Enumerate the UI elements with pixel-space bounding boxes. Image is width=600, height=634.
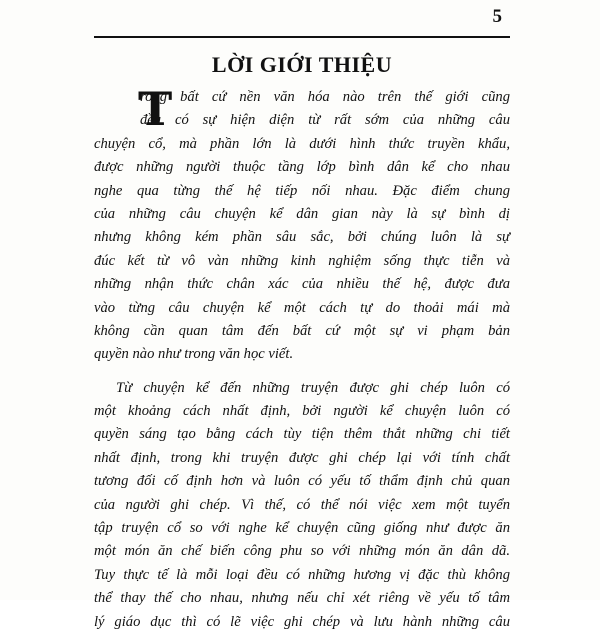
page-number: 5 (492, 6, 502, 27)
text-line: của những câu chuyện kể dân gian này là sự bình dị (94, 205, 510, 222)
text-line: quyền nào như trong văn học viết. (94, 346, 294, 363)
text-line: Tuy thực tế là mỗi loại đều có những hương vị đặc thù không (94, 566, 510, 583)
text-line: rong bất cứ nền văn hóa nào trên thế giới cũng (140, 89, 510, 105)
text-line: không cần quan tâm đến bất cứ một sự vi phạm bản (94, 322, 510, 339)
text-line: thể thay thế cho nhau, nhưng nếu chỉ xét riêng về yếu tố tâm (94, 590, 510, 607)
text-line: đúc kết từ vô vàn những kinh nghiệm sống thực tiễn và (94, 252, 510, 269)
text-line: của người ghi chép. Vì thế, có thể nói việc xem một tuyển (94, 496, 510, 513)
text-line: Từ chuyện kể đến những truyện được ghi chép luôn có (116, 379, 510, 396)
paragraphs (94, 82, 510, 634)
paragraph-gap (94, 367, 510, 377)
text-line: vào từng câu chuyện kể một cách tự do thoải mái mà (94, 299, 510, 316)
text-line: một món ăn chế biến công phu so với những món ăn dân dã. (94, 543, 510, 560)
text-line: tập truyện cổ so với nghe kể chuyện cũng giống như được ăn (94, 520, 510, 537)
text-line: lý giáo dục thì có lẽ việc ghi chép và lưu hành những câu (94, 613, 510, 630)
body-text (94, 82, 510, 634)
text-line: tương đối cố định hơn và luôn có yếu tố thẩm định chủ quan (94, 473, 510, 490)
text-line: chuyện cổ, mà phần lớn là dưới hình thức truyền khẩu, (94, 135, 510, 152)
text-line: đều có sự hiện diện từ rất sớm của những câu (140, 112, 510, 129)
text-line: một khoảng cách nhất định, bởi người kể chuyện luôn có (94, 403, 510, 420)
paragraph-2 (94, 377, 510, 634)
text-line: nhất định, trong khi truyện được ghi chép lại với tính chất (94, 449, 510, 466)
header-rule (94, 36, 510, 38)
text-line: được những người thuộc tầng lớp bình dân kể cho nhau (94, 159, 510, 176)
text-line: những nhận thức chân xác của nhiều thế hệ, được đưa (94, 276, 510, 293)
text-line: nhưng không kém phần sâu sắc, bởi chúng luôn là sự (94, 229, 510, 246)
text-line: quyền sáng tạo bằng cách tùy tiện thêm thắt những chi tiết (94, 426, 510, 443)
drop-cap: T (138, 82, 173, 136)
text-line: nghe qua từng thế hệ tiếp nối nhau. Đặc điểm chung (94, 182, 510, 199)
chapter-title: LỜI GIỚI THIỆU (211, 52, 393, 77)
